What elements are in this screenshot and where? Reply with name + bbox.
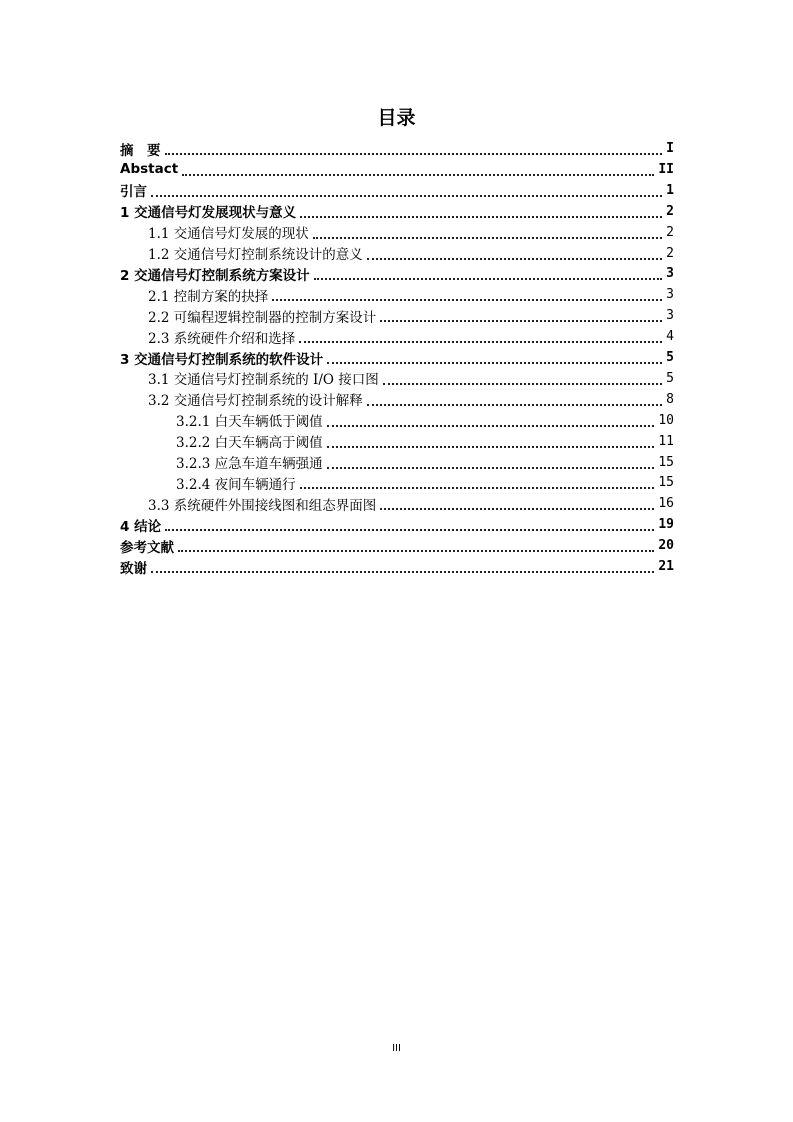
toc-entry[interactable] [148, 368, 674, 389]
toc-entry-page: 2 [666, 203, 674, 219]
toc-entry-page: I [666, 141, 674, 156]
toc-entry[interactable] [120, 159, 674, 180]
toc-entry[interactable] [120, 263, 674, 284]
toc-entry-page: 11 [658, 433, 674, 449]
toc-entry[interactable] [148, 326, 674, 347]
toc-entry[interactable] [148, 222, 674, 243]
toc-entry-label: 1.1 交通信号灯发展的现状 [148, 226, 309, 243]
toc-entry[interactable] [176, 410, 674, 431]
toc-entry-label: 2.1 控制方案的抉择 [148, 288, 269, 305]
toc-entry-label: 2 交通信号灯控制系统方案设计 [120, 267, 310, 284]
toc-entry-label: Abstact [120, 161, 179, 178]
toc-entry[interactable] [120, 180, 674, 201]
toc-entry-page: 15 [658, 454, 674, 470]
toc-entry-label: 3.2.1 白天车辆低于阈值 [176, 414, 323, 431]
toc-entry-label: 3.2.2 白天车辆高于阈值 [176, 435, 323, 452]
toc-entry-page: 16 [658, 496, 674, 512]
dot-leader [367, 257, 662, 260]
toc-entry-page: 19 [658, 517, 674, 533]
dot-leader [327, 424, 655, 427]
toc-entry-label: 参考文献 [120, 539, 174, 556]
dot-leader [327, 361, 662, 364]
toc-entry[interactable] [148, 389, 674, 410]
toc-entry-label: 1 交通信号灯发展现状与意义 [120, 205, 297, 222]
toc-entry-page: 2 [666, 224, 674, 240]
dot-leader [367, 403, 662, 406]
toc-entry[interactable] [176, 472, 674, 493]
toc-title: 目录 [377, 107, 416, 129]
toc-entry-label: 致谢 [120, 560, 147, 577]
toc-entry-page: II [658, 161, 674, 177]
toc-entry-page: 5 [666, 370, 674, 386]
dot-leader [151, 570, 654, 573]
dot-leader [383, 382, 662, 385]
dot-leader [178, 549, 654, 552]
toc-entry-page: 5 [666, 350, 674, 365]
toc-entry-page: 20 [658, 538, 674, 554]
toc-entry[interactable] [148, 305, 674, 326]
toc-entry-page: 8 [666, 391, 674, 407]
dot-leader [327, 466, 655, 469]
dot-leader [272, 298, 662, 301]
toc-entry-page: 2 [666, 245, 674, 261]
toc-entry[interactable] [120, 556, 674, 577]
toc-entry-label: 3.1 交通信号灯控制系统的 I/O 接口图 [148, 372, 379, 389]
dot-leader [380, 319, 662, 322]
toc-entry-label: 3.2 交通信号灯控制系统的设计解释 [148, 393, 363, 410]
toc-entry[interactable] [176, 431, 674, 452]
toc-entry-page: 15 [658, 475, 674, 491]
toc-entry[interactable] [120, 138, 674, 159]
toc-entry-label: 3 交通信号灯控制系统的软件设计 [120, 351, 324, 368]
toc-entry-label: 1.2 交通信号灯控制系统设计的意义 [148, 247, 363, 263]
page-number: III [392, 1043, 401, 1054]
toc-entry[interactable] [120, 201, 674, 222]
toc-entry[interactable] [120, 535, 674, 556]
toc-entry-label: 3.2.3 应急车道车辆强通 [176, 456, 323, 472]
toc-entry-label: 3.2.4 夜间车辆通行 [176, 476, 296, 493]
dot-leader [299, 340, 662, 343]
toc-entry-label: 摘 要 [120, 142, 161, 159]
toc-entry-label: 4 结论 [120, 518, 162, 535]
toc-entry[interactable] [148, 493, 674, 514]
toc-entry-label: 3.3 系统硬件外围接线图和组态界面图 [148, 497, 377, 514]
toc-entry[interactable] [120, 514, 674, 535]
toc-entry-page: 3 [666, 266, 674, 282]
toc-entry-page: 3 [666, 287, 674, 303]
dot-leader [314, 277, 663, 280]
toc-entry-label: 2.3 系统硬件介绍和选择 [148, 330, 296, 347]
dot-leader [151, 194, 662, 197]
toc-entry-page: 21 [658, 559, 674, 574]
toc-entry[interactable] [148, 284, 674, 305]
dot-leader [313, 236, 662, 239]
toc-entry-page: 1 [666, 182, 674, 198]
toc-entry-label: 2.2 可编程逻辑控制器的控制方案设计 [148, 309, 377, 326]
toc-entry[interactable] [120, 347, 674, 368]
toc-entry-page: 4 [666, 329, 674, 345]
dot-leader [165, 152, 663, 155]
toc-entry[interactable] [148, 243, 674, 264]
toc-entry-page: 3 [666, 308, 674, 324]
dot-leader [165, 528, 654, 531]
toc-entry[interactable] [176, 452, 674, 473]
dot-leader [300, 215, 662, 218]
dot-leader [380, 507, 654, 510]
dot-leader [327, 445, 655, 448]
dot-leader [182, 173, 654, 176]
toc-entry-label: 引言 [120, 184, 147, 201]
dot-leader [300, 486, 655, 489]
toc-entry-page: 10 [658, 412, 674, 428]
